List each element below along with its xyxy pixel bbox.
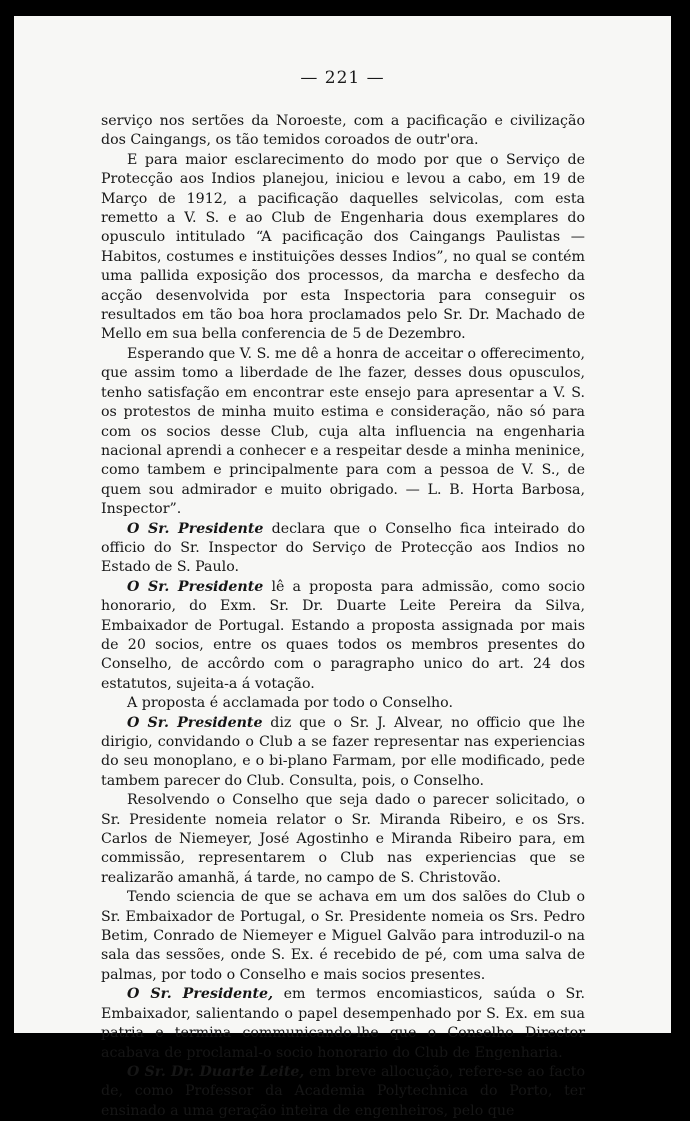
- paragraph: [101, 791, 585, 888]
- paragraph: [101, 520, 585, 578]
- paragraph-text: A proposta é acclamada por todo o Conselho.: [127, 695, 453, 712]
- paragraph: [101, 1063, 585, 1121]
- body-text: [101, 112, 585, 1121]
- paragraph-text: em termos encomiasticos, saúda o Sr. Embaixador, salientando o papel desempenhado por S. Ex. em sua patria e termina communicando-lhe que o Conselho Director acabava de proclamal-o socio honorario do Club de Engenharia.: [101, 986, 586, 1061]
- paragraph: [101, 694, 585, 713]
- paragraph-text: Esperando que V. S. me dê a honra de acceitar o offerecimento, que assim tomo a liberdade de lhe fazer, desses dous opusculos, tenho satisfação em encontrar este ensejo para apresentar a V. S. os protestos de minha muito estima e consideração, não só para com os socios desse Club, cuja alta influencia na engenharia nacional aprendi a conhecer e a respeitar desde a minha meninice, como tambem e principalmente para com a pessoa de V. S., de quem sou admirador e muito obrigado. — L. B. Horta Barbosa, Inspector”.: [101, 345, 585, 518]
- paragraph-text: lê a proposta para admissão, como socio honorario, do Exm. Sr. Dr. Duarte Leite Pereira da Silva, Embaixador de Portugal. Estando a proposta assignada por mais de 20 socios, entre os quaes todos os membros presentes do Conselho, de accôrdo com o paragrapho unico do art. 24 dos estatutos, sujeita-a á votação.: [101, 578, 585, 692]
- paragraph: [101, 112, 585, 151]
- paragraph: [101, 714, 585, 792]
- paragraph-text: E para maior esclarecimento do modo por que o Serviço de Protecção aos Indios planejou, iniciou e levou a cabo, em 19 de Março de 1912, a pacificação daquelles selvicolas, com esta remetto a V. S. e ao Club de Engenharia dous exemplares do opusculo intitulado “A pacificação dos Caingangs Paulistas — Habitos, costumes e instituições desses Indios”, no qual se contém uma pallida exposição dos processos, da marcha e desfecho da acção desenvolvida por esta Inspectoria para conseguir os resultados em tão boa hora proclamados pelo Sr. Dr. Machado de Mello em sua bella conferencia de 5 de Dezembro.: [101, 151, 585, 343]
- paragraph-text: em breve allocução, refere-se ao facto de, como Professor da Academia Polytechnica do Porto, ter ensinado a uma geração inteira de engenheiros, pelo que: [101, 1063, 585, 1119]
- speaker-name: O Sr. Presidente: [127, 714, 263, 731]
- paragraph-text: serviço nos sertões da Noroeste, com a pacificação e civilização dos Caingangs, os tão temidos coroados de outr'ora.: [101, 113, 585, 149]
- paragraph-text: declara que o Conselho fica inteirado do officio do Sr. Inspector do Serviço de Protecção aos Indios no Estado de S. Paulo.: [101, 520, 585, 576]
- document-page: [14, 16, 671, 1119]
- paragraph-text: diz que o Sr. J. Alvear, no officio que lhe dirigio, convidando o Club a se fazer representar nas experiencias do seu monoplano, e o bi-plano Farmam, por elle modificado, pede tambem parecer do Club. Consulta, pois, o Conselho.: [101, 714, 585, 789]
- page-number: — 221 —: [300, 68, 385, 88]
- paragraph-text: Tendo sciencia de que se achava em um dos salões do Club o Sr. Embaixador de Portugal, o Sr. Presidente nomeia os Srs. Pedro Betim, Conrado de Niemeyer e Miguel Galvão para introduzil-o na sala das sessões, onde S. Ex. é recebido de pé, com uma salva de palmas, por todo o Conselho e mais socios presentes.: [101, 889, 585, 983]
- speaker-name: O Sr. Presidente: [127, 578, 264, 595]
- paragraph: [101, 985, 585, 1063]
- speaker-name: O Sr. Dr. Duarte Leite,: [127, 1063, 305, 1080]
- paragraph: [101, 345, 585, 520]
- paragraph: [101, 888, 585, 985]
- paragraph-text: Resolvendo o Conselho que seja dado o parecer solicitado, o Sr. Presidente nomeia relator o Sr. Miranda Ribeiro, e os Srs. Carlos de Niemeyer, José Agostinho e Miranda Ribeiro para, em commissão, representarem o Club nas experiencias que se realizarão amanhã, á tarde, no campo de S. Christovão.: [101, 792, 585, 886]
- speaker-name: O Sr. Presidente: [127, 520, 264, 537]
- speaker-name: O Sr. Presidente,: [127, 986, 274, 1003]
- paragraph: [101, 578, 585, 694]
- paragraph: [101, 151, 585, 345]
